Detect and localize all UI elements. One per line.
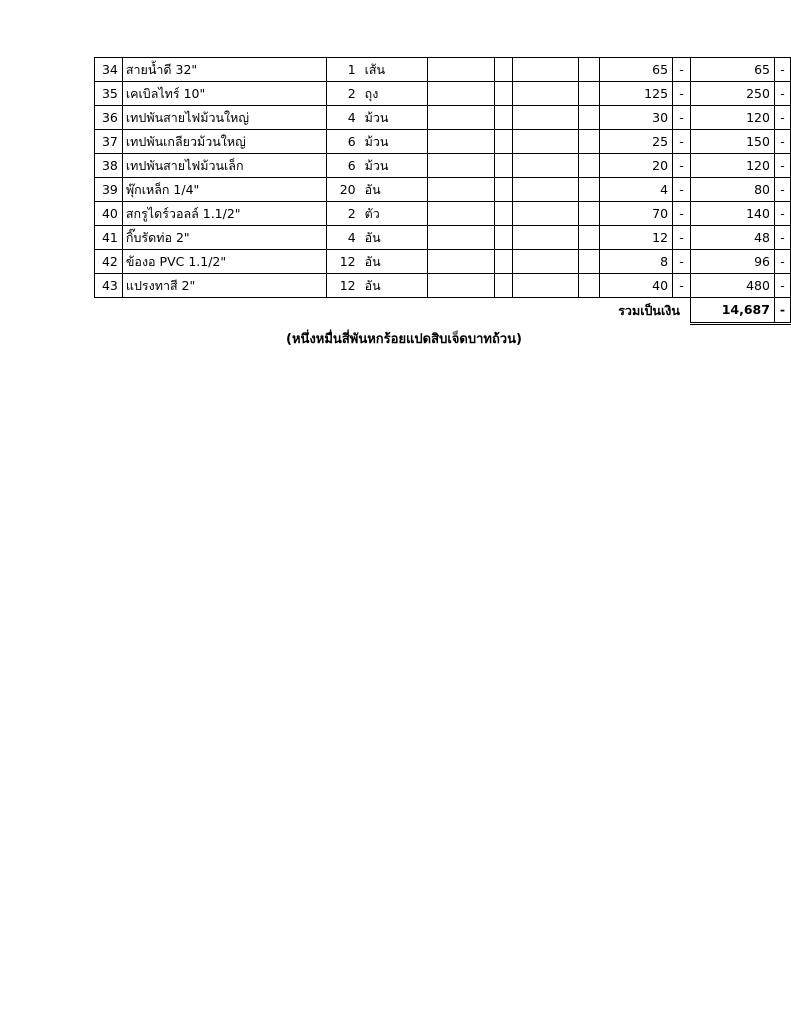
item-unit-price: 30 [600,106,673,130]
blank-cell-4 [578,250,600,274]
table-row [95,226,791,250]
item-amount-satang: - [774,250,790,274]
item-no: 34 [95,58,123,82]
item-amount: 250 [690,82,774,106]
blank-cell-3 [512,226,578,250]
blank-cell-3 [512,58,578,82]
item-name: พุ๊กเหล็ก 1/4" [122,178,327,202]
item-name: เทปพันสายไฟม้วนเล็ก [122,154,327,178]
item-amount: 96 [690,250,774,274]
blank-cell-2 [495,274,513,298]
blank-cell-4 [578,274,600,298]
table-row [95,130,791,154]
blank-cell-4 [578,202,600,226]
item-no: 38 [95,154,123,178]
item-no: 35 [95,82,123,106]
item-unit-price-satang: - [673,154,691,178]
item-qty: 2 [327,202,362,226]
blank-cell-4 [578,130,600,154]
blank-cell-1 [427,178,494,202]
table-row [95,154,791,178]
total-amount: 14,687 [690,298,774,324]
blank-cell-1 [427,154,494,178]
blank-cell-2 [495,250,513,274]
blank-cell-2 [495,202,513,226]
item-no: 43 [95,274,123,298]
blank-cell-1 [427,274,494,298]
item-amount: 150 [690,130,774,154]
blank-cell-1 [427,130,494,154]
item-amount-satang: - [774,154,790,178]
item-unit-price: 25 [600,130,673,154]
item-amount-satang: - [774,274,790,298]
blank-cell-1 [427,106,494,130]
item-unit-price-satang: - [673,202,691,226]
item-unit: เส้น [362,58,428,82]
item-unit-price-satang: - [673,106,691,130]
item-unit-price-satang: - [673,130,691,154]
item-no: 37 [95,130,123,154]
blank-cell-2 [495,58,513,82]
item-unit-price: 8 [600,250,673,274]
blank-cell-3 [512,106,578,130]
table-row [95,178,791,202]
blank-cell-3 [512,82,578,106]
blank-cell-4 [578,226,600,250]
blank-cell-3 [512,202,578,226]
item-amount: 140 [690,202,774,226]
blank-cell-1 [427,250,494,274]
item-unit: อัน [362,226,428,250]
item-qty: 12 [327,250,362,274]
item-name: เคเบิลไทร์ 10" [122,82,327,106]
item-unit-price-satang: - [673,226,691,250]
item-amount-satang: - [774,82,790,106]
item-unit-price-satang: - [673,274,691,298]
item-name: เทปพันเกลียวม้วนใหญ่ [122,130,327,154]
blank-cell-4 [578,58,600,82]
item-unit: ม้วน [362,130,428,154]
item-no: 40 [95,202,123,226]
blank-cell-1 [427,58,494,82]
item-qty: 6 [327,154,362,178]
item-no: 41 [95,226,123,250]
item-amount: 480 [690,274,774,298]
item-unit: ม้วน [362,154,428,178]
table-row [95,202,791,226]
item-amount-satang: - [774,106,790,130]
blank-cell-2 [495,178,513,202]
item-name: สายน้ำดี 32" [122,58,327,82]
blank-cell-4 [578,154,600,178]
item-amount: 80 [690,178,774,202]
blank-cell-3 [512,130,578,154]
blank-cell-4 [578,82,600,106]
blank-cell-3 [512,274,578,298]
item-unit-price-satang: - [673,82,691,106]
item-amount-satang: - [774,226,790,250]
item-unit-price: 70 [600,202,673,226]
item-amount-satang: - [774,130,790,154]
item-amount: 120 [690,106,774,130]
item-unit-price-satang: - [673,250,691,274]
item-unit: ม้วน [362,106,428,130]
blank-cell-1 [427,226,494,250]
items-table [94,57,791,325]
item-name: แปรงทาสี 2" [122,274,327,298]
item-qty: 4 [327,226,362,250]
blank-cell-3 [512,250,578,274]
item-qty: 6 [327,130,362,154]
item-unit-price: 4 [600,178,673,202]
item-name: ข้องอ PVC 1.1/2" [122,250,327,274]
table-row [95,250,791,274]
item-qty: 1 [327,58,362,82]
item-unit-price: 65 [600,58,673,82]
total-label: รวมเป็นเงิน [618,302,680,318]
item-unit-price: 12 [600,226,673,250]
blank-cell-2 [495,226,513,250]
item-name: สกรูไดร์วอลล์ 1.1/2" [122,202,327,226]
blank-cell-3 [512,154,578,178]
table-row [95,58,791,82]
item-no: 36 [95,106,123,130]
blank-cell-2 [495,82,513,106]
amount-in-words: (หนึ่งหมื่นสี่พันหกร้อยแปดสิบเจ็ดบาทถ้วน) [286,332,522,347]
blank-cell-4 [578,106,600,130]
item-unit-price-satang: - [673,58,691,82]
item-no: 42 [95,250,123,274]
blank-cell-2 [495,106,513,130]
item-qty: 4 [327,106,362,130]
blank-cell-1 [427,202,494,226]
item-unit: อัน [362,178,428,202]
item-qty: 12 [327,274,362,298]
item-qty: 20 [327,178,362,202]
blank-cell-4 [578,178,600,202]
item-amount-satang: - [774,178,790,202]
item-unit: ตัว [362,202,428,226]
table-row [95,106,791,130]
blank-cell-1 [427,82,494,106]
item-unit-price-satang: - [673,178,691,202]
item-qty: 2 [327,82,362,106]
item-amount-satang: - [774,58,790,82]
total-row [95,298,791,324]
item-unit-price: 125 [600,82,673,106]
item-amount: 48 [690,226,774,250]
item-name: เทปพันสายไฟม้วนใหญ่ [122,106,327,130]
item-amount-satang: - [774,202,790,226]
item-unit: ถุง [362,82,428,106]
table-row [95,82,791,106]
item-unit: อัน [362,250,428,274]
item-unit-price: 20 [600,154,673,178]
item-unit-price: 40 [600,274,673,298]
item-name: กิ๊บรัดท่อ 2" [122,226,327,250]
item-no: 39 [95,178,123,202]
blank-cell-2 [495,154,513,178]
item-unit: อัน [362,274,428,298]
item-amount: 65 [690,58,774,82]
total-dash: - [774,298,790,324]
blank-cell-2 [495,130,513,154]
table-row [95,274,791,298]
blank-cell-3 [512,178,578,202]
item-amount: 120 [690,154,774,178]
